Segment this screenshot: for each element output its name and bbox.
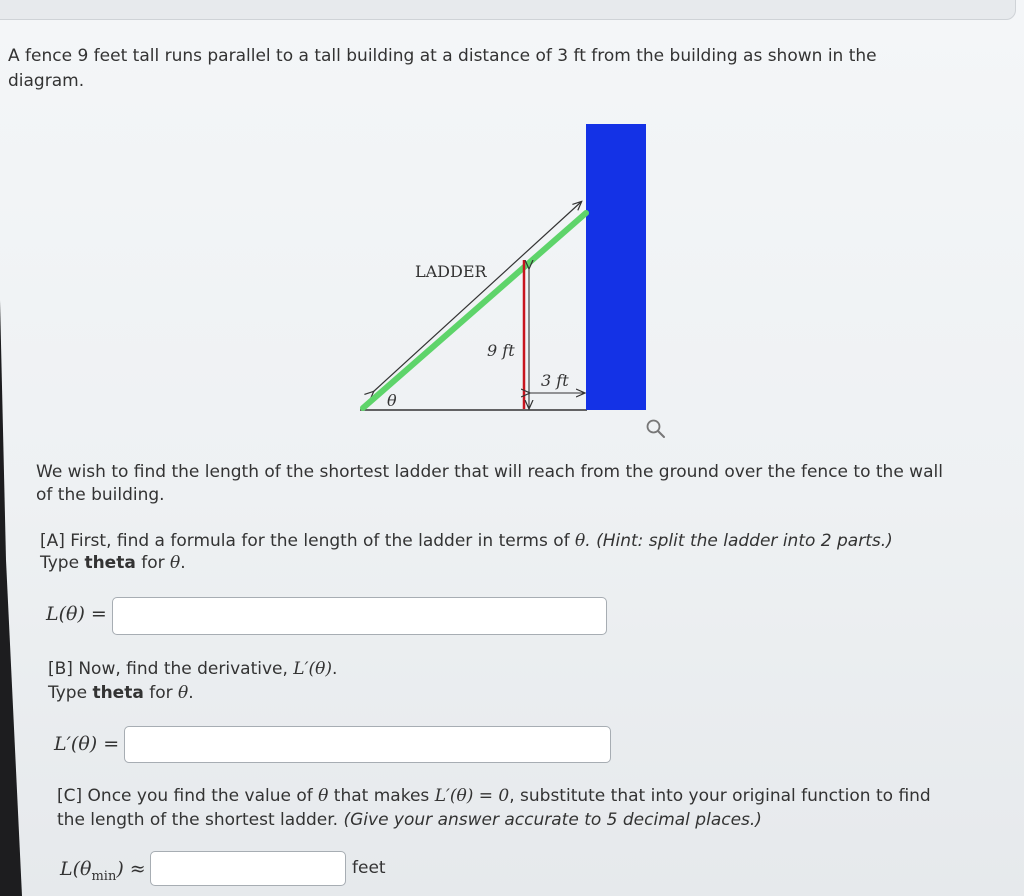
angle-label: θ	[387, 391, 397, 410]
part-c-accuracy-note: (Give your answer accurate to 5 decimal places.)	[343, 810, 762, 830]
intro-line-1: A fence 9 feet tall runs parallel to a tall building at a distance of 3 ft from the building as shown in the	[8, 46, 877, 66]
part-b-type-for: for	[143, 683, 178, 703]
part-c-question	[57, 784, 931, 808]
l-theta-answer-input[interactable]	[112, 597, 607, 635]
part-c-equation: L′(θ) = 0	[434, 786, 510, 806]
part-c-mid: that makes	[328, 786, 435, 806]
ladder-diagram	[355, 118, 655, 418]
part-b-type-theta: θ	[178, 683, 189, 703]
part-c-line-2-text: the length of the shortest ladder.	[57, 810, 344, 830]
distance-label: 3 ft	[541, 371, 569, 390]
part-c-label-end: ) ≈	[116, 858, 146, 880]
shortest-ladder-answer-input[interactable]	[150, 851, 346, 886]
part-b-derivative: L′(θ)	[293, 659, 332, 679]
part-b-question	[48, 657, 337, 681]
part-b-prefix: [B] Now, find the derivative,	[48, 659, 294, 679]
part-c-line-2	[57, 808, 762, 832]
part-c-label-sub: min	[91, 868, 117, 884]
part-b-type-prefix: Type	[48, 683, 93, 703]
search-icon[interactable]	[645, 418, 667, 440]
intro-line-2: diagram.	[8, 71, 85, 91]
part-b-suffix: .	[331, 659, 338, 679]
derivative-answer-input[interactable]	[124, 726, 611, 763]
part-a-prefix: [A] First, find a formula for the length of the ladder in terms of	[40, 531, 576, 551]
part-a-hint: . (Hint: split the ladder into 2 parts.)	[585, 531, 893, 551]
part-a-type-for: for	[135, 553, 170, 573]
part-c-prefix: [C] Once you find the value of	[57, 786, 319, 806]
part-a-instruction	[40, 551, 186, 575]
part-c-theta: θ	[318, 786, 329, 806]
goal-line-1: We wish to find the length of the shortest ladder that will reach from the ground over the fence to the wall	[36, 462, 943, 482]
part-b-instruction	[48, 681, 194, 705]
part-b-type-end: .	[188, 683, 194, 703]
part-a-label: L(θ) =	[46, 603, 107, 625]
part-a-type-end: .	[180, 553, 186, 573]
building-wall	[586, 124, 646, 410]
part-a-type-theta: θ	[170, 553, 181, 573]
ladder-length-arrow	[373, 202, 581, 392]
part-c-label-main: L(θ	[60, 858, 92, 880]
part-a-type-prefix: Type	[40, 553, 85, 573]
ladder-label: LADDER	[415, 262, 487, 281]
fence-height-label: 9 ft	[487, 341, 515, 360]
top-bar	[0, 0, 1016, 20]
part-a-type-keyword: theta	[84, 553, 136, 573]
part-a-theta: θ	[575, 531, 586, 551]
part-a-question	[40, 529, 893, 553]
part-c-label	[60, 858, 146, 884]
goal-line-2: of the building.	[36, 485, 165, 505]
part-c-suffix: , substitute that into your original function to find	[509, 786, 931, 806]
feet-unit-label: feet	[352, 858, 386, 878]
part-b-label: L′(θ) =	[54, 733, 120, 755]
part-b-type-keyword: theta	[92, 683, 144, 703]
